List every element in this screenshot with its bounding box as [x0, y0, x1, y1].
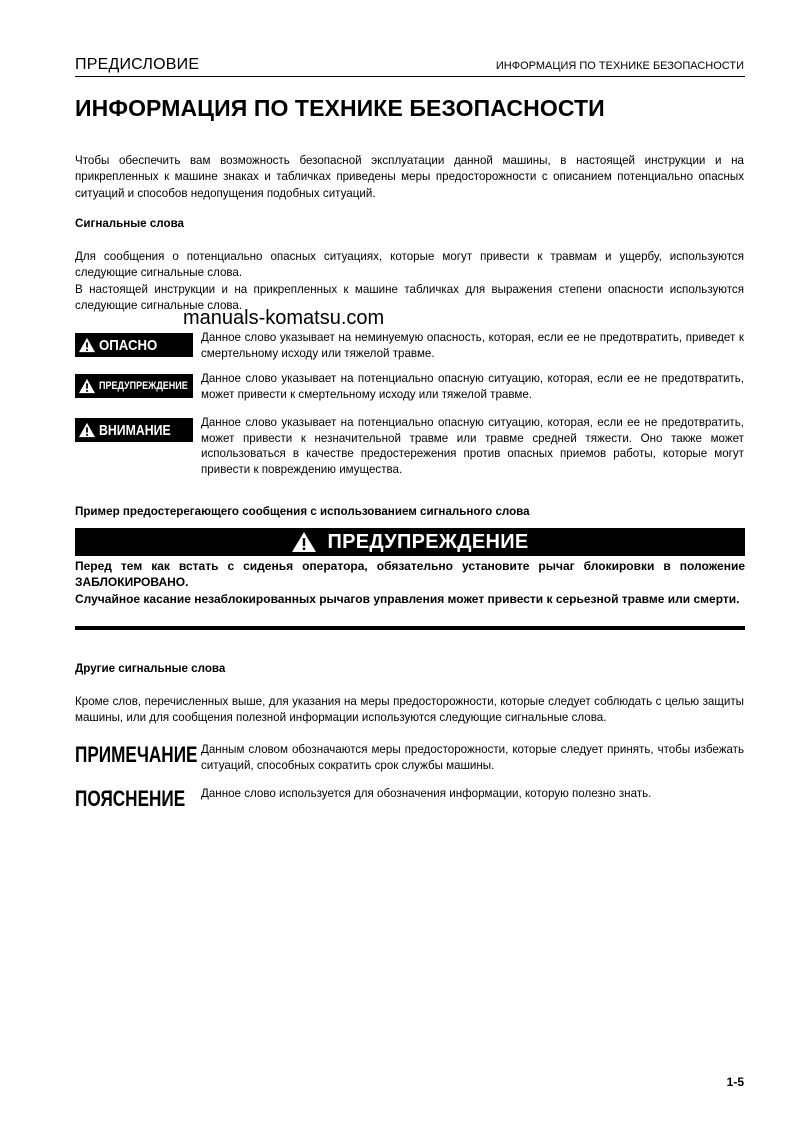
other-words-heading: Другие сигнальные слова	[75, 662, 226, 675]
warning-triangle-icon	[78, 378, 96, 394]
watermark: manuals-komatsu.com	[183, 307, 385, 329]
danger-label	[75, 333, 193, 357]
explanation-label: ПОЯСНЕНИЕ	[75, 786, 186, 811]
example-line2: Случайное касание незаблокированных рычагов управления может привести к серьезной травме или смерти.	[75, 591, 740, 606]
caution-description: Данное слово указывает на потенциально опасную ситуацию, которая, если ее не предотвратить, может привести к незначительной травме или травме средней тяжести. Оно также может использоваться в качестве предостережения против опасных приемов работы, которые могут привести к повреждению имущества.	[201, 416, 744, 476]
header-section: ПРЕДИСЛОВИЕ	[75, 56, 200, 73]
explanation-description: Данное слово используется для обозначения информации, которую полезно знать.	[201, 787, 652, 800]
intro-paragraph: Чтобы обеспечить вам возможность безопасной эксплуатации данной машины, в настоящей инструкции и на прикрепленных к машине знаках и табличках приведены меры предосторожности с описанием потенциально опасных ситуаций и способов недопущения подобных ситуаций.	[75, 154, 744, 200]
other-words-para: Кроме слов, перечисленных выше, для указания на меры предосторожности, которые следует соблюдать с целью защиты машины, или для сообщения полезной информации используются следующие сигнальные слова.	[75, 695, 744, 725]
example-warning-banner	[75, 528, 745, 556]
page-title: ИНФОРМАЦИЯ ПО ТЕХНИКЕ БЕЗОПАСНОСТИ	[75, 95, 605, 121]
example-line1: Перед тем как встать с сиденья оператора, обязательно установите рычаг блокировки в положение ЗАБЛОКИРОВАНО.	[75, 559, 745, 590]
caution-label	[75, 418, 193, 442]
note-label: ПРИМЕЧАНИЕ	[75, 742, 198, 767]
example-banner-text: ПРЕДУПРЕЖДЕНИЕ	[327, 530, 529, 553]
warning-triangle-icon	[78, 422, 96, 438]
warning-triangle-icon	[291, 531, 317, 553]
warning-description: Данное слово указывает на потенциально опасную ситуацию, которая, если ее не предотвратить, может привести к смертельному исходу или тяжелой травме.	[201, 372, 744, 401]
warning-triangle-icon	[78, 337, 96, 353]
signal-words-para2: В настоящей инструкции и на прикрепленных к машине табличках для выражения степени опасности используются следующие сигнальные слова.	[75, 283, 744, 313]
page-number: 1-5	[726, 1075, 744, 1089]
header-topic: ИНФОРМАЦИЯ ПО ТЕХНИКЕ БЕЗОПАСНОСТИ	[495, 60, 744, 72]
example-bottom-rule	[75, 626, 745, 630]
danger-label-text: ОПАСНО	[99, 336, 158, 354]
warning-label-text: ПРЕДУПРЕЖДЕНИЕ	[99, 380, 188, 392]
warning-label	[75, 374, 193, 398]
signal-words-heading: Сигнальные слова	[75, 217, 185, 230]
example-heading: Пример предостерегающего сообщения с использованием сигнального слова	[75, 505, 530, 518]
caution-label-text: ВНИМАНИЕ	[99, 421, 171, 439]
danger-description: Данное слово указывает на неминуемую опасность, которая, если ее не предотвратить, приведет к смертельному исходу или тяжелой травме.	[201, 331, 744, 360]
header-divider	[75, 76, 745, 77]
signal-words-para1: Для сообщения о потенциально опасных ситуациях, которые могут привести к травмам и ущербу, используются следующие сигнальные слова.	[75, 250, 744, 280]
example-body	[75, 558, 745, 607]
note-description: Данным словом обозначаются меры предосторожности, которые следует принять, чтобы избежать ситуаций, способных сократить срок службы машины.	[201, 743, 744, 772]
